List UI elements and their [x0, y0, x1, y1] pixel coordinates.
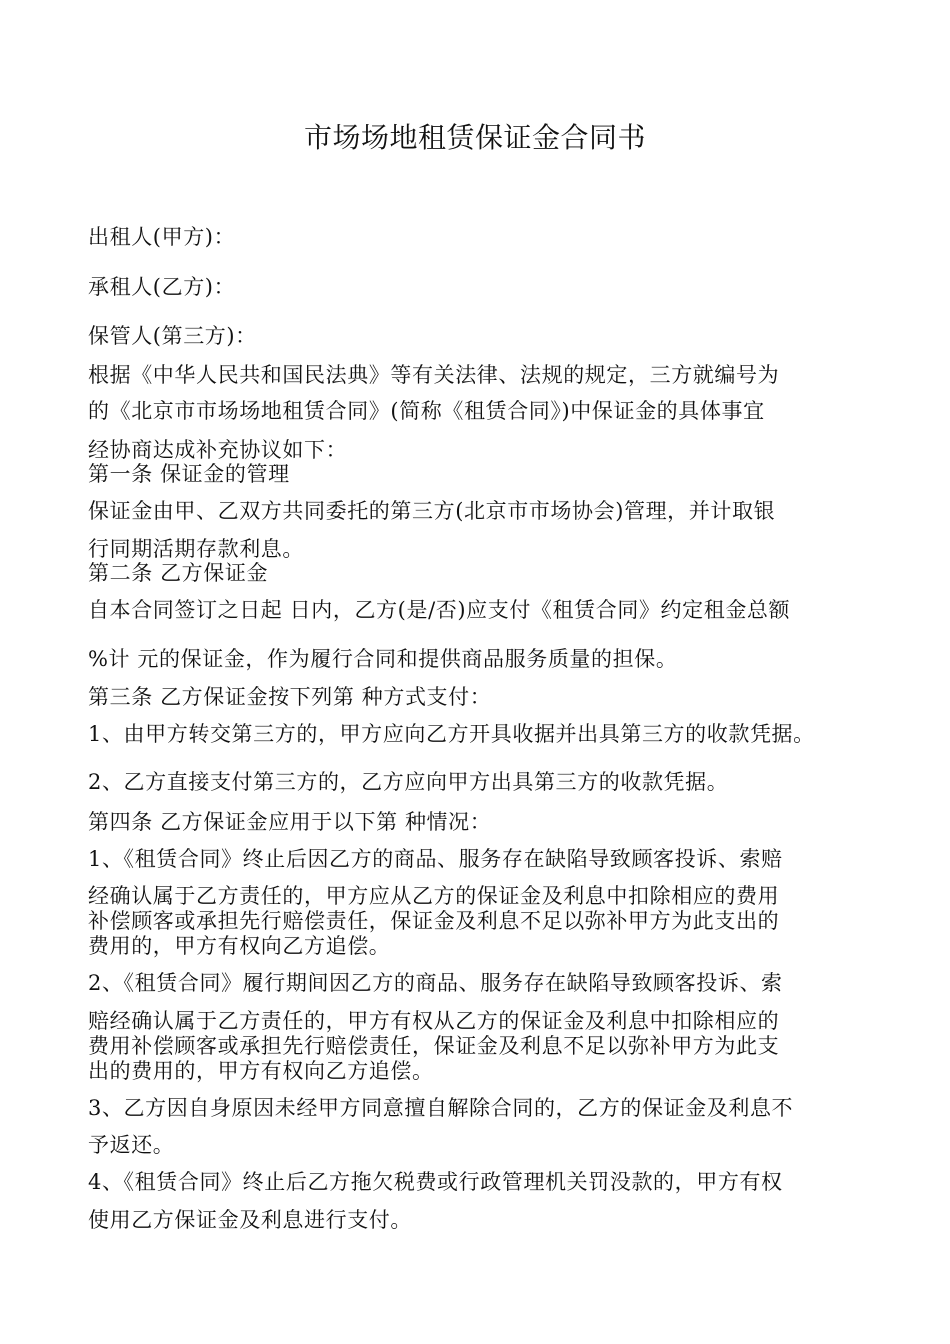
article-4-item-2: 2、《租赁合同》履行期间因乙方的商品、服务存在缺陷导致顾客投诉、索 [88, 971, 783, 995]
article-4-item-1: 补偿顾客或承担先行赔偿责任，保证金及利息不足以弥补甲方为此支出的 [88, 909, 780, 933]
article-4-item-1: 费用的，甲方有权向乙方追偿。 [88, 934, 391, 958]
lessee-line: 承租人(乙方)： [88, 275, 236, 299]
article-4-item-3: 3、乙方因自身原因未经甲方同意擅自解除合同的，乙方的保证金及利息不 [88, 1096, 794, 1120]
document-title: 市场场地租赁保证金合同书 [303, 121, 646, 154]
article-2-text: %计 元的保证金，作为履行合同和提供商品服务质量的担保。 [88, 647, 678, 671]
article-4-item-2: 出的费用的，甲方有权向乙方追偿。 [88, 1059, 434, 1083]
article-3-item: 1、由甲方转交第三方的，甲方应向乙方开具收据并出具第三方的收款凭据。 [88, 722, 815, 746]
article-1-text: 行同期活期存款利息。 [88, 537, 304, 561]
preamble-line: 根据《中华人民共和国民法典》等有关法律、法规的规定，三方就编号为 [88, 363, 780, 387]
article-1-text: 保证金由甲、乙双方共同委托的第三方(北京市市场协会)管理，并计取银 [88, 499, 776, 523]
article-4-item-2: 赔经确认属于乙方责任的，甲方有权从乙方的保证金及利息中扣除相应的 [88, 1009, 780, 1033]
article-3-item: 2、乙方直接支付第三方的，乙方应向甲方出具第三方的收款凭据。 [88, 770, 729, 794]
lessor-line: 出租人(甲方)： [88, 225, 236, 249]
article-4-heading: 第四条 乙方保证金应用于以下第 种情况： [88, 810, 492, 834]
article-1-heading: 第一条 保证金的管理 [88, 462, 290, 486]
article-4-item-2: 费用补偿顾客或承担先行赔偿责任，保证金及利息不足以弥补甲方为此支 [88, 1034, 780, 1058]
article-2-heading: 第二条 乙方保证金 [88, 561, 269, 585]
preamble-line: 的《北京市市场场地租赁合同》(简称《租赁合同》)中保证金的具体事宜 [88, 399, 765, 423]
article-4-item-1: 1、《租赁合同》终止后因乙方的商品、服务存在缺陷导致顾客投诉、索赔 [88, 847, 783, 871]
preamble-line: 经协商达成补充协议如下： [88, 438, 348, 462]
custodian-line: 保管人(第三方)： [88, 324, 257, 348]
article-4-item-4: 4、《租赁合同》终止后乙方拖欠税费或行政管理机关罚没款的，甲方有权 [88, 1170, 783, 1194]
article-2-text: 自本合同签订之日起 日内，乙方(是/否)应支付《租赁合同》约定租金总额 [88, 598, 791, 622]
article-4-item-3: 予返还。 [88, 1133, 175, 1157]
article-4-item-1: 经确认属于乙方责任的，甲方应从乙方的保证金及利息中扣除相应的费用 [88, 884, 780, 908]
article-4-item-4: 使用乙方保证金及利息进行支付。 [88, 1208, 412, 1232]
article-3-heading: 第三条 乙方保证金按下列第 种方式支付： [88, 685, 492, 709]
